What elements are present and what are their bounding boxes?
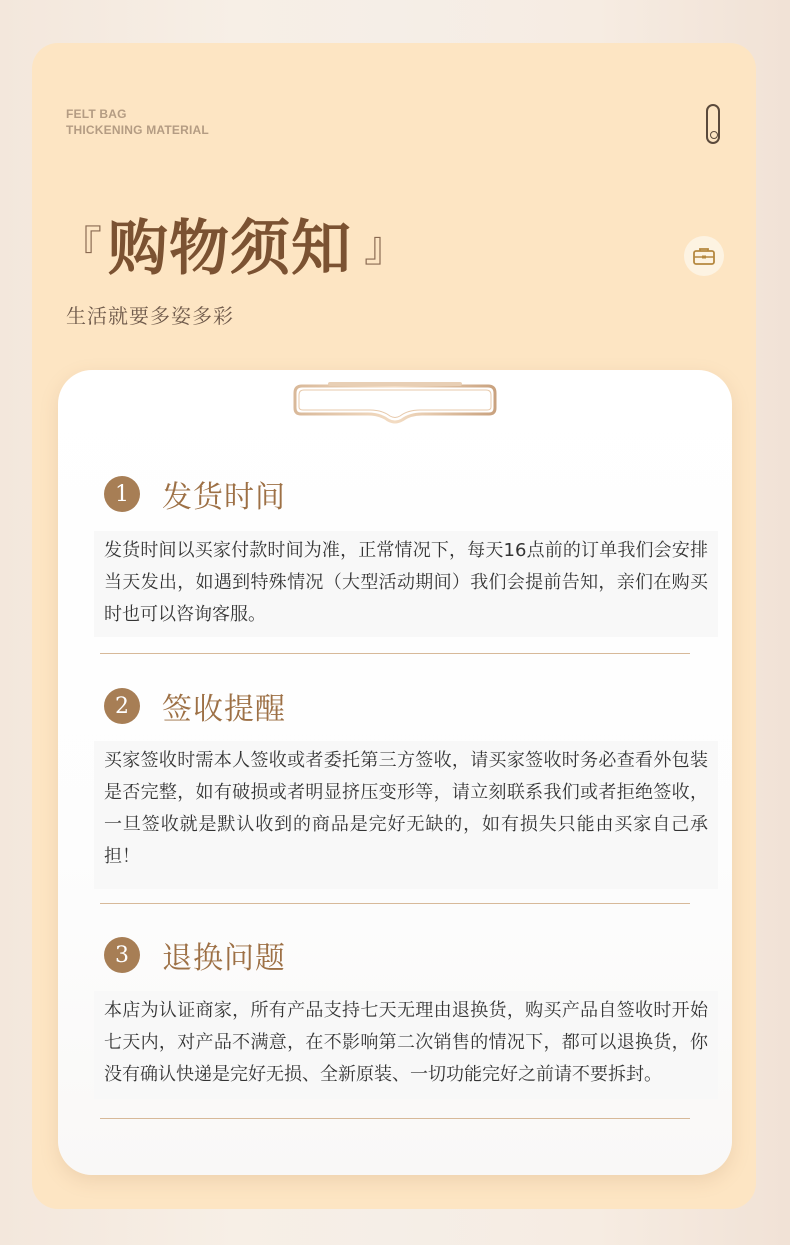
section-returns-text [94,991,718,1099]
section-title: 发货时间 [162,480,286,515]
section-returns-header [104,933,286,977]
section-title: 退换问题 [162,941,286,976]
section-receipt-text [94,741,718,889]
section-title: 签收提醒 [162,692,286,727]
paperclip-pin-icon [706,104,720,144]
page-title [60,204,406,284]
section-body: 买家签收时需本人签收或者委托第三方签收，请买家签收时务必查看外包装是否完整，如有破损或者明显挤压变形等，请立刻联系我们或者拒绝签收，一旦签收就是默认收到的商品是完好无缺的，如有损失只能由买家自己承担！ [104,750,708,867]
divider [100,1118,690,1119]
title-open-bracket: 『 [60,222,103,271]
brand-line-felt-bag: FELT BAG [66,107,127,121]
section-number-badge: 3 [104,937,140,973]
page-subtitle: 生活就要多姿多彩 [66,304,234,328]
briefcase-icon [684,236,724,276]
section-shipping-text [94,531,718,637]
section-shipping-header [104,472,286,516]
divider [100,903,690,904]
section-number-badge: 1 [104,476,140,512]
title-text: 购物须知 [108,214,353,284]
title-close-bracket: 』 [364,222,407,271]
section-number-badge: 2 [104,688,140,724]
divider [100,653,690,654]
section-receipt-header [104,684,286,728]
clipboard-clip-icon [290,378,500,428]
brand-line-material: THICKENING MATERIAL [66,123,209,137]
section-body: 本店为认证商家，所有产品支持七天无理由退换货，购买产品自签收时开始七天内，对产品不满意，在不影响第二次销售的情况下，都可以退换货，你没有确认快递是完好无损、全新原装、一切功能完好之前请不要拆封。 [104,1000,708,1085]
section-body: 发货时间以买家付款时间为准，正常情况下，每天16点前的订单我们会安排当天发出，如遇到特殊情况（大型活动期间）我们会提前告知，亲们在购买时也可以咨询客服。 [104,540,708,625]
